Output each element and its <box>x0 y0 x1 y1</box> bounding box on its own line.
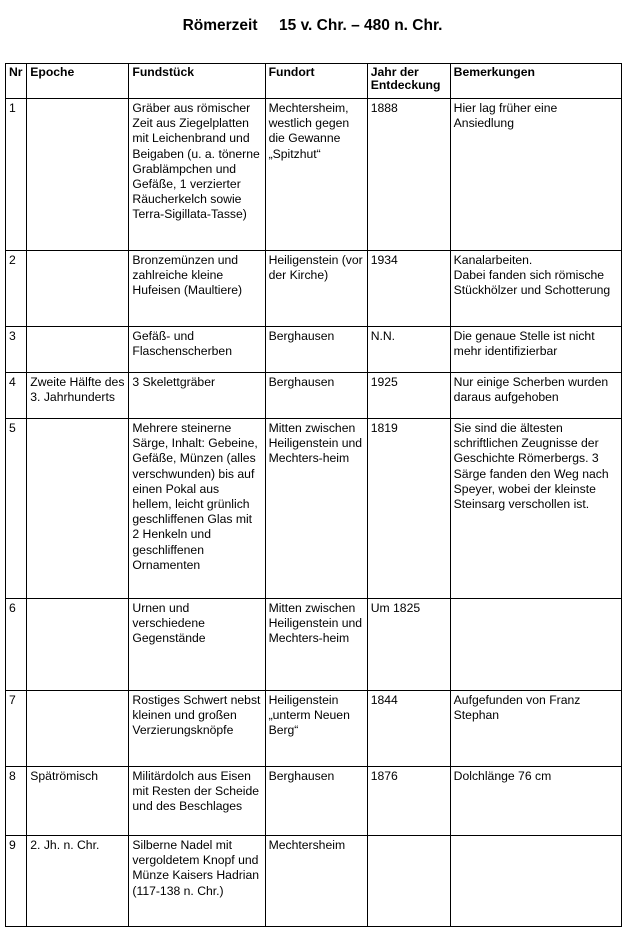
table-row <box>6 327 622 373</box>
header-bemerkungen: Bemerkungen <box>450 64 621 99</box>
table-row <box>6 251 622 327</box>
cell-bemerkungen: Dolchlänge 76 cm <box>450 767 621 836</box>
table-row <box>6 373 622 419</box>
table-row <box>6 419 622 599</box>
cell-fundstueck: Bronzemünzen und zahlreiche kleine Hufeisen (Maultiere) <box>129 251 265 327</box>
cell-jahr: 1819 <box>367 419 450 599</box>
cell-epoche: Spätrömisch <box>27 767 129 836</box>
cell-nr: 7 <box>6 691 27 767</box>
cell-fundstueck: Rostiges Schwert nebst kleinen und großen Verzierungsknöpfe <box>129 691 265 767</box>
cell-fundort: Mitten zwischen Heiligenstein und Mechters-heim <box>265 599 367 691</box>
finds-table <box>5 63 622 927</box>
cell-epoche <box>27 99 129 251</box>
cell-fundstueck: Urnen und verschiedene Gegenstände <box>129 599 265 691</box>
cell-fundstueck: Silberne Nadel mit vergoldetem Knopf und Münze Kaisers Hadrian (117-138 n. Chr.) <box>129 836 265 927</box>
cell-bemerkungen <box>450 836 621 927</box>
cell-fundstueck: Gräber aus römischer Zeit aus Ziegelplatten mit Leichenbrand und Beigaben (u. a. tönerne Grablämpchen und Gefäße, 1 verzierter Räucherkelch sowie Terra-Sigillata-Tasse) <box>129 99 265 251</box>
cell-jahr: 1934 <box>367 251 450 327</box>
table-row <box>6 99 622 251</box>
cell-nr: 1 <box>6 99 27 251</box>
cell-jahr: 1844 <box>367 691 450 767</box>
cell-bemerkungen: Nur einige Scherben wurden daraus aufgehoben <box>450 373 621 419</box>
cell-nr: 9 <box>6 836 27 927</box>
cell-jahr: N.N. <box>367 327 450 373</box>
cell-fundstueck: Mehrere steinerne Särge, Inhalt: Gebeine, Gefäße, Münzen (alles verschwunden) bis auf einen Pokal aus hellem, leicht grünlich geschliffenen Glas mit 2 Henkeln und geschliffenen Ornamenten <box>129 419 265 599</box>
cell-jahr: 1888 <box>367 99 450 251</box>
cell-epoche <box>27 599 129 691</box>
cell-fundort: Heiligenstein (vor der Kirche) <box>265 251 367 327</box>
cell-fundort: Berghausen <box>265 327 367 373</box>
cell-fundstueck: Militärdolch aus Eisen mit Resten der Scheide und des Beschlages <box>129 767 265 836</box>
header-epoche: Epoche <box>27 64 129 99</box>
cell-epoche <box>27 691 129 767</box>
cell-jahr <box>367 836 450 927</box>
page-title: Römerzeit 15 v. Chr. – 480 n. Chr. <box>182 17 443 34</box>
cell-nr: 6 <box>6 599 27 691</box>
cell-bemerkungen <box>450 599 621 691</box>
table-row <box>6 691 622 767</box>
table-row <box>6 599 622 691</box>
cell-fundstueck: 3 Skelettgräber <box>129 373 265 419</box>
cell-fundort: Berghausen <box>265 767 367 836</box>
cell-fundort: Heiligenstein „unterm Neuen Berg“ <box>265 691 367 767</box>
cell-fundort: Mechtersheim <box>265 836 367 927</box>
table-row <box>6 767 622 836</box>
cell-epoche: Zweite Hälfte des 3. Jahrhunderts <box>27 373 129 419</box>
cell-nr: 5 <box>6 419 27 599</box>
cell-epoche: 2. Jh. n. Chr. <box>27 836 129 927</box>
header-jahr: Jahr der Entdeckung <box>367 64 450 99</box>
cell-epoche <box>27 327 129 373</box>
cell-nr: 8 <box>6 767 27 836</box>
cell-fundort: Mechtersheim, westlich gegen die Gewanne „Spitzhut“ <box>265 99 367 251</box>
cell-bemerkungen: Die genaue Stelle ist nicht mehr identifizierbar <box>450 327 621 373</box>
table-header-row <box>6 64 622 99</box>
cell-bemerkungen: Hier lag früher eine Ansiedlung <box>450 99 621 251</box>
cell-jahr: 1876 <box>367 767 450 836</box>
cell-bemerkungen: Aufgefunden von Franz Stephan <box>450 691 621 767</box>
cell-nr: 2 <box>6 251 27 327</box>
cell-nr: 4 <box>6 373 27 419</box>
header-nr: Nr <box>6 64 27 99</box>
header-fundstueck: Fundstück <box>129 64 265 99</box>
cell-jahr: 1925 <box>367 373 450 419</box>
cell-epoche <box>27 251 129 327</box>
cell-bemerkungen: Sie sind die ältesten schriftlichen Zeugnisse der Geschichte Römerbergs. 3 Särge fanden den Weg nach Speyer, wobei der kleinste Steinsarg verschollen ist. <box>450 419 621 599</box>
cell-fundort: Mitten zwischen Heiligenstein und Mechters-heim <box>265 419 367 599</box>
cell-nr: 3 <box>6 327 27 373</box>
header-fundort: Fundort <box>265 64 367 99</box>
cell-fundort: Berghausen <box>265 373 367 419</box>
cell-jahr: Um 1825 <box>367 599 450 691</box>
cell-fundstueck: Gefäß- und Flaschenscherben <box>129 327 265 373</box>
table-row <box>6 836 622 927</box>
cell-epoche <box>27 419 129 599</box>
cell-bemerkungen: Kanalarbeiten. Dabei fanden sich römische Stückhölzer und Schotterung <box>450 251 621 327</box>
